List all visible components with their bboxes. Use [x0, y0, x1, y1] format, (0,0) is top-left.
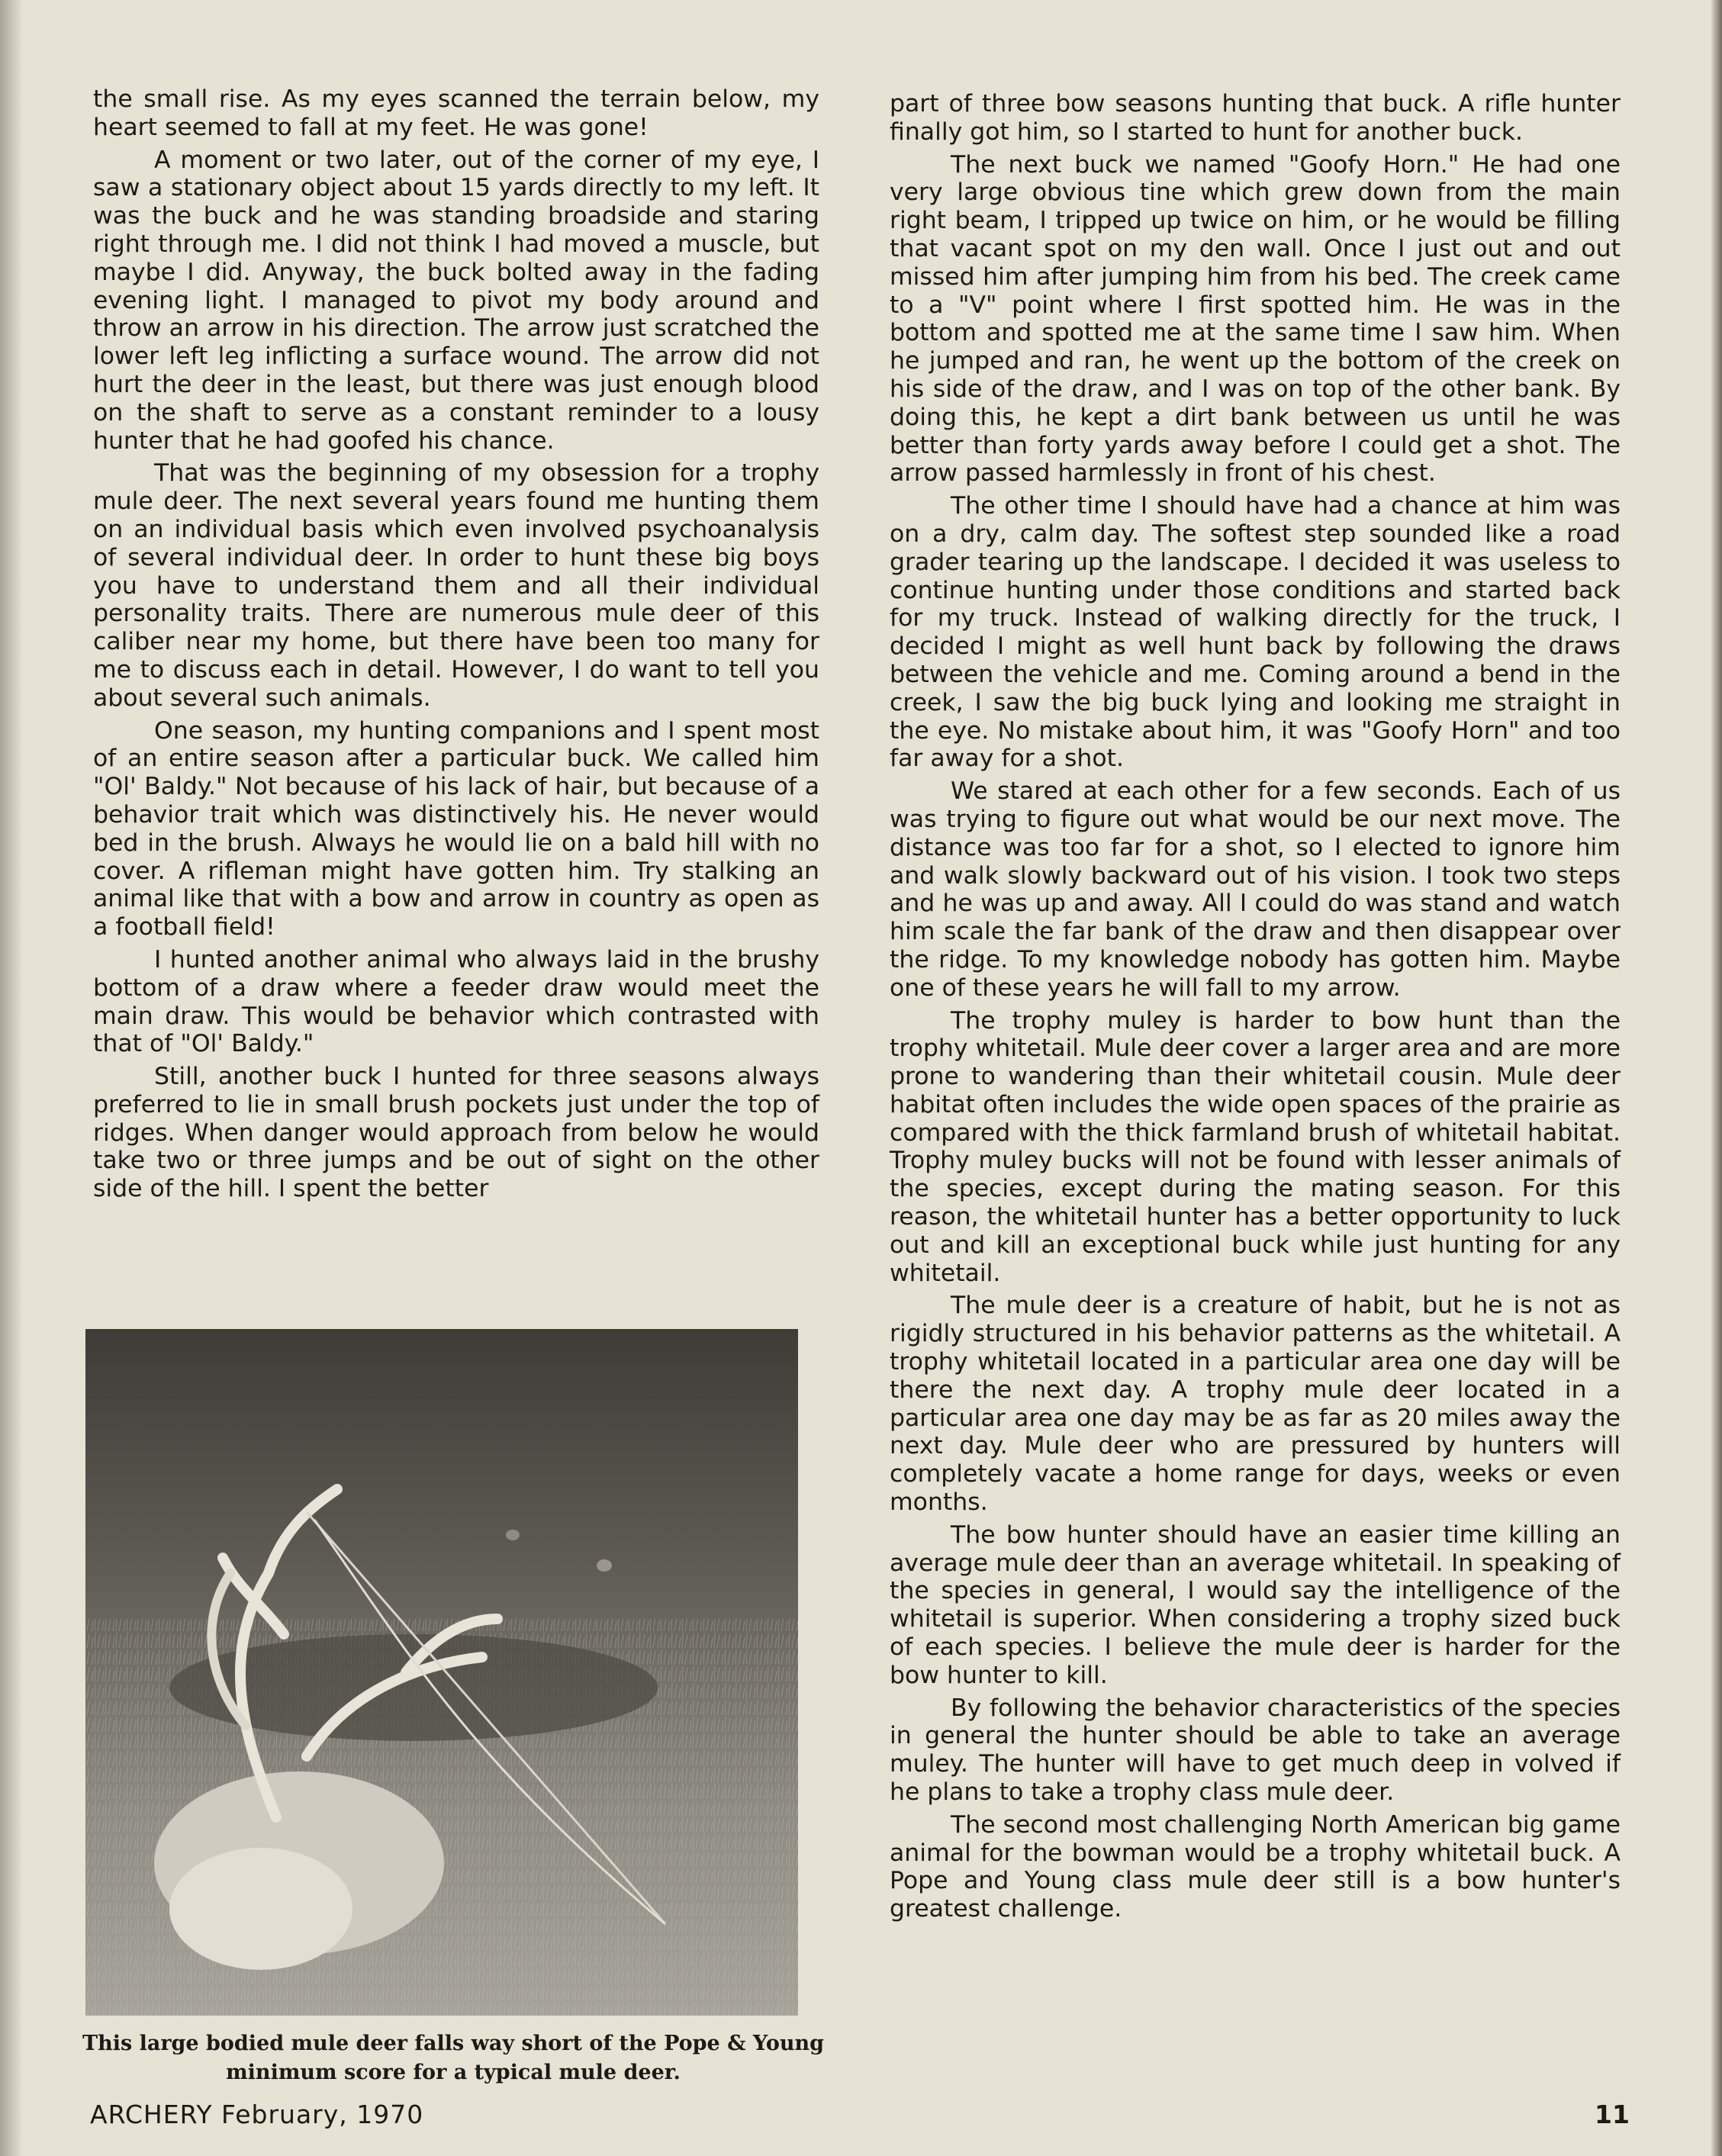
- paragraph: That was the beginning of my obsession for a trophy mule deer. The next several years found me hunting them on an individual basis which even involved psychoanalysis of several individual deer. In order to hunt these big boys you have to understand them and all their individual personality traits. There are numerous mule deer of this caliber near my home, but there have been too many for me to discuss each in detail. However, I do want to tell you about several such animals.: [93, 459, 819, 712]
- paragraph: One season, my hunting companions and I spent most of an entire season after a particular buck. We called him "Ol' Baldy." Not because of his lack of hair, but because of a behavior trait which was distinctively his. He never would bed in the brush. Always he would lie on a bald hill with no cover. A rifleman might have gotten him. Try stalking an animal like that with a bow and arrow in country as open as a football field!: [93, 716, 819, 941]
- paragraph: part of three bow seasons hunting that buck. A rifle hunter finally got him, so I started to hunt for another buck.: [890, 90, 1621, 146]
- page-gutter-shadow: [0, 0, 23, 2156]
- paragraph: We stared at each other for a few seconds. Each of us was trying to figure out what would be our next move. The distance was too far for a shot, so I elected to ignore him and walk slowly backward out of his vision. I took two steps and he was up and away. All I could do was stand and watch him scale the far bank of the draw and then disappear over the ridge. To my knowledge nobody has gotten him. Maybe one of these years he will fall to my arrow.: [890, 777, 1621, 1002]
- publication-footer: ARCHERY February, 1970: [90, 2100, 424, 2129]
- photo-illustration: [85, 1329, 798, 2016]
- paragraph: The trophy muley is harder to bow hunt than the trophy whitetail. Mule deer cover a larger area and are more prone to wandering than their whitetail cousin. Mule deer habitat often includes the wide open spaces of the prairie as compared with the thick farmland brush of whitetail habitat. Trophy muley bucks will not be found with lesser animals of the species, except during the mating season. For this reason, the whitetail hunter has a better opportunity to luck out and kill an exceptional buck while just hunting for any whitetail.: [890, 1006, 1621, 1287]
- paragraph: The mule deer is a creature of habit, but he is not as rigidly structured in his behavior patterns as the whitetail. A trophy whitetail located in a particular area one day will be there the next day. A trophy mule deer located in a particular area one day may be as far as 20 miles away the next day. Mule deer who are pressured by hunters will completely vacate a home range for days, weeks or even months.: [890, 1292, 1621, 1517]
- article-left-column: [93, 85, 819, 1203]
- paragraph: A moment or two later, out of the corner of my eye, I saw a stationary object about 15 yards directly to my left. It was the buck and he was standing broadside and staring right through me. I did not think I had moved a muscle, but maybe I did. Anyway, the buck bolted away in the fading evening light. I managed to pivot my body around and throw an arrow in his direction. The arrow just scratched the lower left leg inflicting a surface wound. The arrow did not hurt the deer in the least, but there was just enough blood on the shaft to serve as a constant reminder to a lousy hunter that he had goofed his chance.: [93, 146, 819, 455]
- paragraph: By following the behavior characteristics of the species in general the hunter should be able to take an average muley. The hunter will have to get much deep in volved if he plans to take a trophy class mule deer.: [890, 1694, 1621, 1807]
- paragraph: The bow hunter should have an easier time killing an average mule deer than an average whitetail. In speaking of the species in general, I would say the intelligence of the whitetail is superior. When considering a trophy sized buck of each species. I believe the mule deer is harder for the bow hunter to kill.: [890, 1520, 1621, 1689]
- page-number: 11: [1595, 2100, 1630, 2129]
- paragraph: The other time I should have had a chance at him was on a dry, calm day. The softest step sounded like a road grader tearing up the landscape. I decided it was useless to continue hunting under those conditions and started back for my truck. Instead of walking directly for the truck, I decided I might as well hunt back by following the draws between the vehicle and me. Coming around a bend in the creek, I saw the big buck lying and looking me straight in the eye. No mistake about him, it was "Goofy Horn" and too far away for a shot.: [890, 492, 1621, 773]
- paragraph: Still, another buck I hunted for three seasons always preferred to lie in small brush pockets just under the top of ridges. When danger would approach from below he would take two or three jumps and be out of sight on the other side of the hill. I spent the better: [93, 1063, 819, 1203]
- paragraph: The second most challenging North American big game animal for the bowman would be a trophy whitetail buck. A Pope and Young class mule deer still is a bow hunter's greatest challenge.: [890, 1810, 1621, 1923]
- paragraph: The next buck we named "Goofy Horn." He had one very large obvious tine which grew down from the main right beam, I tripped up twice on him, or he would be filling that vacant spot on my den wall. Once I just out and out missed him after jumping him from his bed. The creek came to a "V" point where I first spotted him. He was in the bottom and spotted me at the same time I saw him. When he jumped and ran, he went up the bottom of the creek on his side of the draw, and I was on top of the other bank. By doing this, he kept a dirt bank between us until he was better than forty yards away before I could get a shot. The arrow passed harmlessly in front of his chest.: [890, 150, 1621, 488]
- page-edge: [1711, 0, 1722, 2156]
- paragraph: the small rise. As my eyes scanned the terrain below, my heart seemed to fall at my feet. He was gone!: [93, 85, 819, 141]
- paragraph: I hunted another animal who always laid in the brushy bottom of a draw where a feeder draw would meet the main draw. This would be behavior which contrasted with that of "Ol' Baldy.": [93, 945, 819, 1058]
- article-right-column: [890, 90, 1621, 1923]
- photo-caption: This large bodied mule deer falls way short of the Pope & Young minimum score for a typical mule deer.: [82, 2032, 824, 2084]
- mule-deer-photo: [85, 1329, 798, 2016]
